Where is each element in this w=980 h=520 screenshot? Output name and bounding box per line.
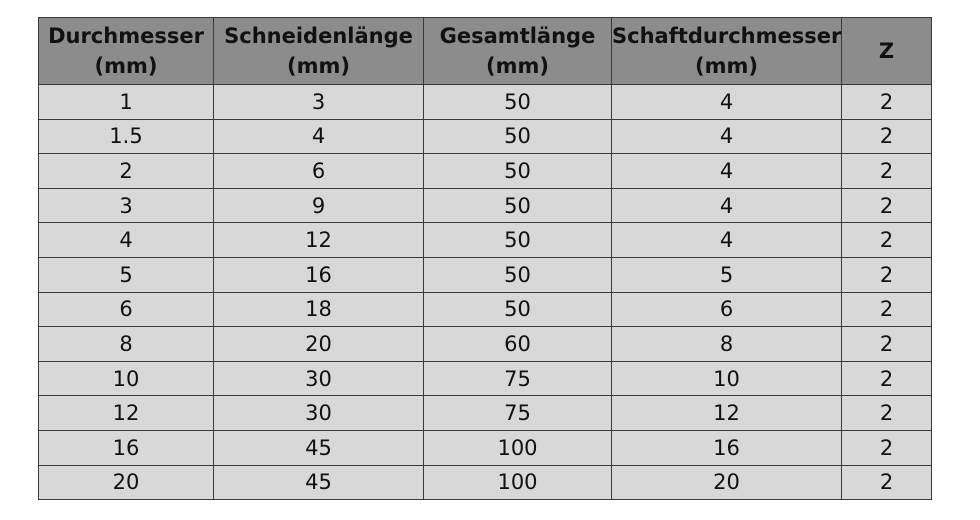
header-unit: (mm) bbox=[287, 54, 350, 78]
cell-gesamtlaenge: 50 bbox=[424, 257, 612, 292]
cell-z: 2 bbox=[842, 119, 932, 154]
cell-schneidenlaenge: 6 bbox=[214, 154, 424, 189]
cell-durchmesser: 1.5 bbox=[39, 119, 214, 154]
column-header-durchmesser bbox=[39, 18, 214, 85]
table-row bbox=[39, 188, 932, 223]
cell-schneidenlaenge: 45 bbox=[214, 465, 424, 500]
cell-schneidenlaenge: 16 bbox=[214, 257, 424, 292]
cell-durchmesser: 1 bbox=[39, 85, 214, 120]
cell-schaftdurchmesser: 5 bbox=[612, 257, 842, 292]
cell-durchmesser: 20 bbox=[39, 465, 214, 500]
cell-z: 2 bbox=[842, 223, 932, 258]
cell-schaftdurchmesser: 12 bbox=[612, 396, 842, 431]
table-row bbox=[39, 430, 932, 465]
cell-schaftdurchmesser: 4 bbox=[612, 188, 842, 223]
cell-gesamtlaenge: 75 bbox=[424, 396, 612, 431]
header-label: Schneidenlänge bbox=[224, 24, 413, 48]
cell-schneidenlaenge: 30 bbox=[214, 361, 424, 396]
table-row bbox=[39, 257, 932, 292]
cell-schaftdurchmesser: 20 bbox=[612, 465, 842, 500]
cell-schaftdurchmesser: 4 bbox=[612, 85, 842, 120]
header-unit: (mm) bbox=[695, 54, 758, 78]
table-row bbox=[39, 223, 932, 258]
cell-gesamtlaenge: 100 bbox=[424, 430, 612, 465]
table-row bbox=[39, 465, 932, 500]
cell-schneidenlaenge: 30 bbox=[214, 396, 424, 431]
cell-durchmesser: 8 bbox=[39, 327, 214, 362]
table-row bbox=[39, 119, 932, 154]
cell-schneidenlaenge: 4 bbox=[214, 119, 424, 154]
cell-schaftdurchmesser: 8 bbox=[612, 327, 842, 362]
cell-durchmesser: 6 bbox=[39, 292, 214, 327]
table-row bbox=[39, 396, 932, 431]
table-row bbox=[39, 154, 932, 189]
column-header-schaftdurchmesser bbox=[612, 18, 842, 85]
cell-schaftdurchmesser: 4 bbox=[612, 119, 842, 154]
cell-durchmesser: 16 bbox=[39, 430, 214, 465]
cell-gesamtlaenge: 50 bbox=[424, 292, 612, 327]
cell-schneidenlaenge: 18 bbox=[214, 292, 424, 327]
table-row bbox=[39, 85, 932, 120]
cell-gesamtlaenge: 50 bbox=[424, 154, 612, 189]
cell-durchmesser: 12 bbox=[39, 396, 214, 431]
table-body bbox=[39, 85, 932, 500]
cell-z: 2 bbox=[842, 396, 932, 431]
cell-z: 2 bbox=[842, 188, 932, 223]
cell-schneidenlaenge: 20 bbox=[214, 327, 424, 362]
cell-gesamtlaenge: 50 bbox=[424, 223, 612, 258]
cell-gesamtlaenge: 60 bbox=[424, 327, 612, 362]
cell-z: 2 bbox=[842, 257, 932, 292]
table-row bbox=[39, 327, 932, 362]
cell-z: 2 bbox=[842, 154, 932, 189]
cell-durchmesser: 5 bbox=[39, 257, 214, 292]
cell-gesamtlaenge: 75 bbox=[424, 361, 612, 396]
cell-schaftdurchmesser: 6 bbox=[612, 292, 842, 327]
cell-z: 2 bbox=[842, 361, 932, 396]
header-unit: (mm) bbox=[94, 54, 158, 78]
cell-schneidenlaenge: 3 bbox=[214, 85, 424, 120]
table-row bbox=[39, 292, 932, 327]
cell-z: 2 bbox=[842, 85, 932, 120]
header-label: Schaftdurchmesser bbox=[612, 24, 842, 48]
cell-durchmesser: 2 bbox=[39, 154, 214, 189]
cell-durchmesser: 10 bbox=[39, 361, 214, 396]
cell-gesamtlaenge: 50 bbox=[424, 188, 612, 223]
cell-durchmesser: 4 bbox=[39, 223, 214, 258]
specification-table bbox=[38, 17, 932, 500]
column-header-schneidenlaenge bbox=[214, 18, 424, 85]
table-header-row bbox=[39, 18, 932, 85]
cell-z: 2 bbox=[842, 327, 932, 362]
cell-gesamtlaenge: 50 bbox=[424, 85, 612, 120]
column-header-z bbox=[842, 18, 932, 85]
header-unit: (mm) bbox=[486, 54, 549, 78]
cell-schaftdurchmesser: 16 bbox=[612, 430, 842, 465]
header-label: Z bbox=[878, 39, 895, 63]
cell-schneidenlaenge: 12 bbox=[214, 223, 424, 258]
cell-schaftdurchmesser: 4 bbox=[612, 223, 842, 258]
cell-schaftdurchmesser: 10 bbox=[612, 361, 842, 396]
cell-gesamtlaenge: 50 bbox=[424, 119, 612, 154]
cell-schaftdurchmesser: 4 bbox=[612, 154, 842, 189]
cell-gesamtlaenge: 100 bbox=[424, 465, 612, 500]
header-label: Durchmesser bbox=[48, 24, 204, 48]
cell-durchmesser: 3 bbox=[39, 188, 214, 223]
cell-z: 2 bbox=[842, 292, 932, 327]
cell-z: 2 bbox=[842, 465, 932, 500]
column-header-gesamtlaenge bbox=[424, 18, 612, 85]
cell-schneidenlaenge: 45 bbox=[214, 430, 424, 465]
cell-schneidenlaenge: 9 bbox=[214, 188, 424, 223]
table-row bbox=[39, 361, 932, 396]
cell-z: 2 bbox=[842, 430, 932, 465]
header-label: Gesamtlänge bbox=[439, 24, 596, 48]
